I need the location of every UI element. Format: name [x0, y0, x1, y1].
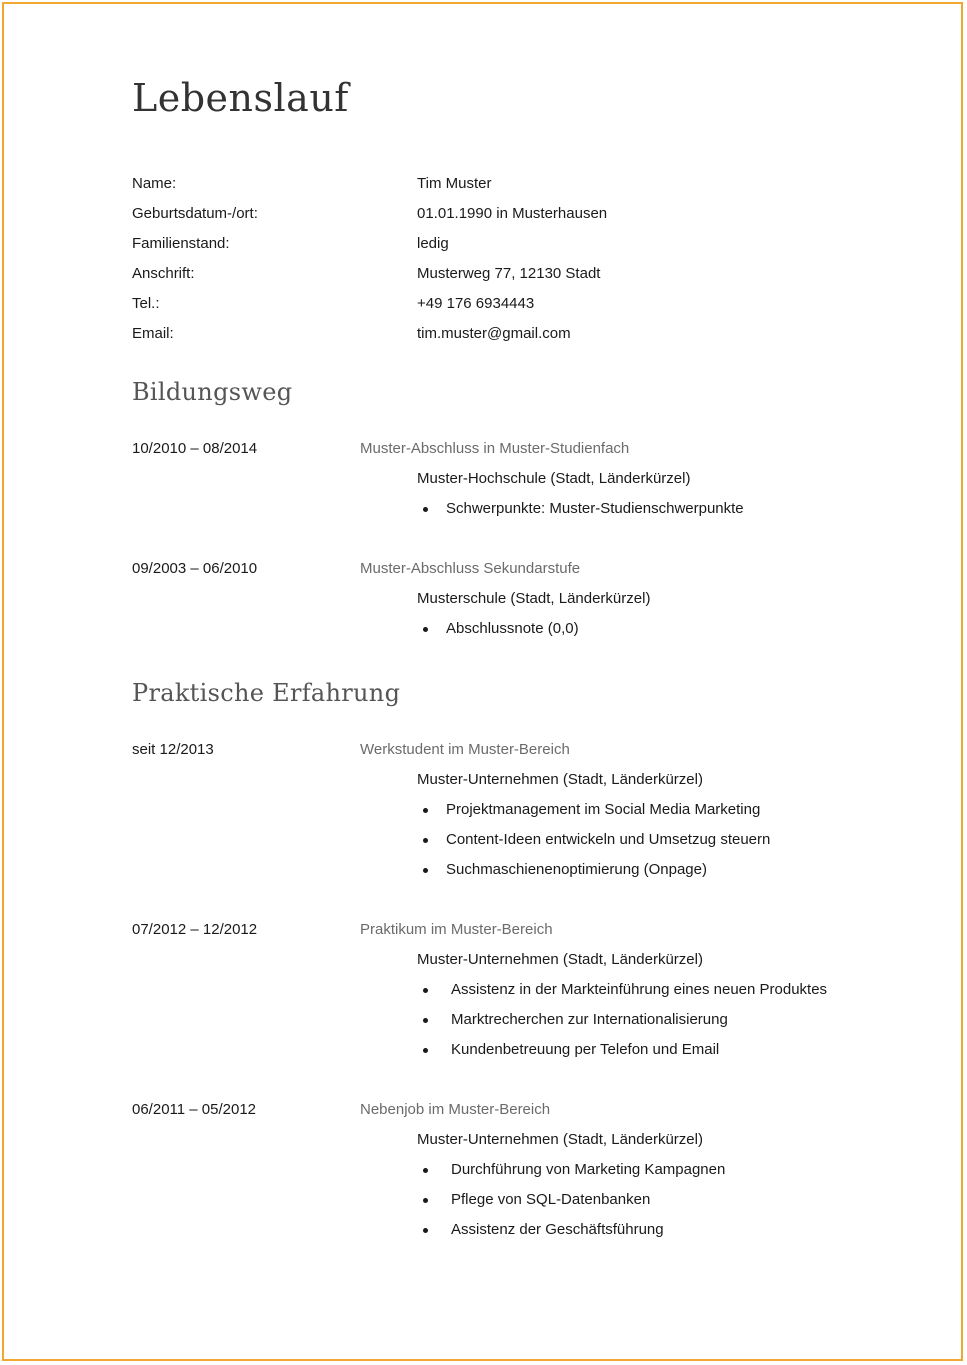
personal-label: Anschrift:	[132, 264, 195, 282]
page-title: Lebenslauf	[132, 76, 349, 120]
bullet-icon	[423, 988, 428, 993]
personal-row-email	[132, 318, 852, 348]
personal-row-name	[132, 168, 852, 198]
list-item: Kundenbetreuung per Telefon und Email	[417, 1039, 827, 1069]
list-item: Assistenz in der Markteinführung eines neuen Produktes	[417, 979, 827, 1009]
bullet-icon	[423, 627, 428, 632]
bullet-icon	[423, 868, 428, 873]
personal-value: Tim Muster	[417, 174, 492, 192]
bullet-icon	[423, 507, 428, 512]
section-heading-experience: Praktische Erfahrung	[132, 679, 401, 707]
entry-date: 06/2011 – 05/2012	[132, 1101, 257, 1118]
entry-date: 10/2010 – 08/2014	[132, 440, 258, 457]
personal-label: Familienstand:	[132, 234, 230, 252]
bullet-icon	[423, 1018, 428, 1023]
personal-value: Musterweg 77, 12130 Stadt	[417, 264, 601, 282]
personal-row-phone	[132, 288, 852, 318]
entry-role: Praktikum im Muster-Bereich	[360, 921, 553, 938]
entry-date: 09/2003 – 06/2010	[132, 560, 258, 577]
entry-organization: Muster-Unternehmen (Stadt, Länderkürzel)	[417, 951, 703, 968]
personal-data	[132, 168, 852, 348]
personal-row-marital	[132, 228, 852, 258]
bullet-icon	[423, 1198, 428, 1203]
entry-bullet-list	[417, 1159, 725, 1249]
entry-organization: Muster-Hochschule (Stadt, Länderkürzel)	[417, 470, 691, 487]
entry-bullet-list	[417, 799, 770, 889]
personal-label: Name:	[132, 174, 177, 192]
entry-role: Werkstudent im Muster-Bereich	[360, 741, 570, 758]
entry-bullet-list	[417, 618, 579, 648]
entry-organization: Muster-Unternehmen (Stadt, Länderkürzel)	[417, 1131, 703, 1148]
cv-page	[2, 2, 963, 1361]
personal-label: Email:	[132, 324, 174, 342]
bullet-icon	[423, 1048, 428, 1053]
list-item: Projektmanagement im Social Media Marketing	[417, 799, 770, 829]
list-item: Assistenz der Geschäftsführung	[417, 1219, 725, 1249]
list-item: Durchführung von Marketing Kampagnen	[417, 1159, 725, 1189]
entry-role: Muster-Abschluss in Muster-Studienfach	[360, 440, 630, 457]
bullet-icon	[423, 1168, 428, 1173]
list-item: Marktrecherchen zur Internationalisierung	[417, 1009, 827, 1039]
personal-value: 01.01.1990 in Musterhausen	[417, 204, 608, 222]
bullet-icon	[423, 1228, 428, 1233]
entry-organization: Musterschule (Stadt, Länderkürzel)	[417, 590, 651, 607]
entry-role: Nebenjob im Muster-Bereich	[360, 1101, 551, 1118]
bullet-icon	[423, 808, 428, 813]
entry-date: 07/2012 – 12/2012	[132, 921, 258, 938]
list-item: Content-Ideen entwickeln und Umsetzug steuern	[417, 829, 770, 859]
entry-organization: Muster-Unternehmen (Stadt, Länderkürzel)	[417, 771, 703, 788]
personal-row-birth	[132, 198, 852, 228]
personal-label: Geburtsdatum-/ort:	[132, 204, 258, 222]
entry-bullet-list	[417, 498, 744, 528]
personal-row-address	[132, 258, 852, 288]
personal-label: Tel.:	[132, 294, 160, 312]
list-item: Schwerpunkte: Muster-Studienschwerpunkte	[417, 498, 744, 528]
personal-value: ledig	[417, 234, 449, 252]
list-item: Suchmaschienenoptimierung (Onpage)	[417, 859, 770, 889]
list-item: Pflege von SQL-Datenbanken	[417, 1189, 725, 1219]
list-item: Abschlussnote (0,0)	[417, 618, 579, 648]
personal-value: +49 176 6934443	[417, 294, 535, 312]
entry-date: seit 12/2013	[132, 741, 214, 758]
entry-bullet-list	[417, 979, 827, 1069]
section-heading-education: Bildungsweg	[132, 378, 293, 406]
personal-value: tim.muster@gmail.com	[417, 324, 571, 342]
bullet-icon	[423, 838, 428, 843]
entry-role: Muster-Abschluss Sekundarstufe	[360, 560, 581, 577]
